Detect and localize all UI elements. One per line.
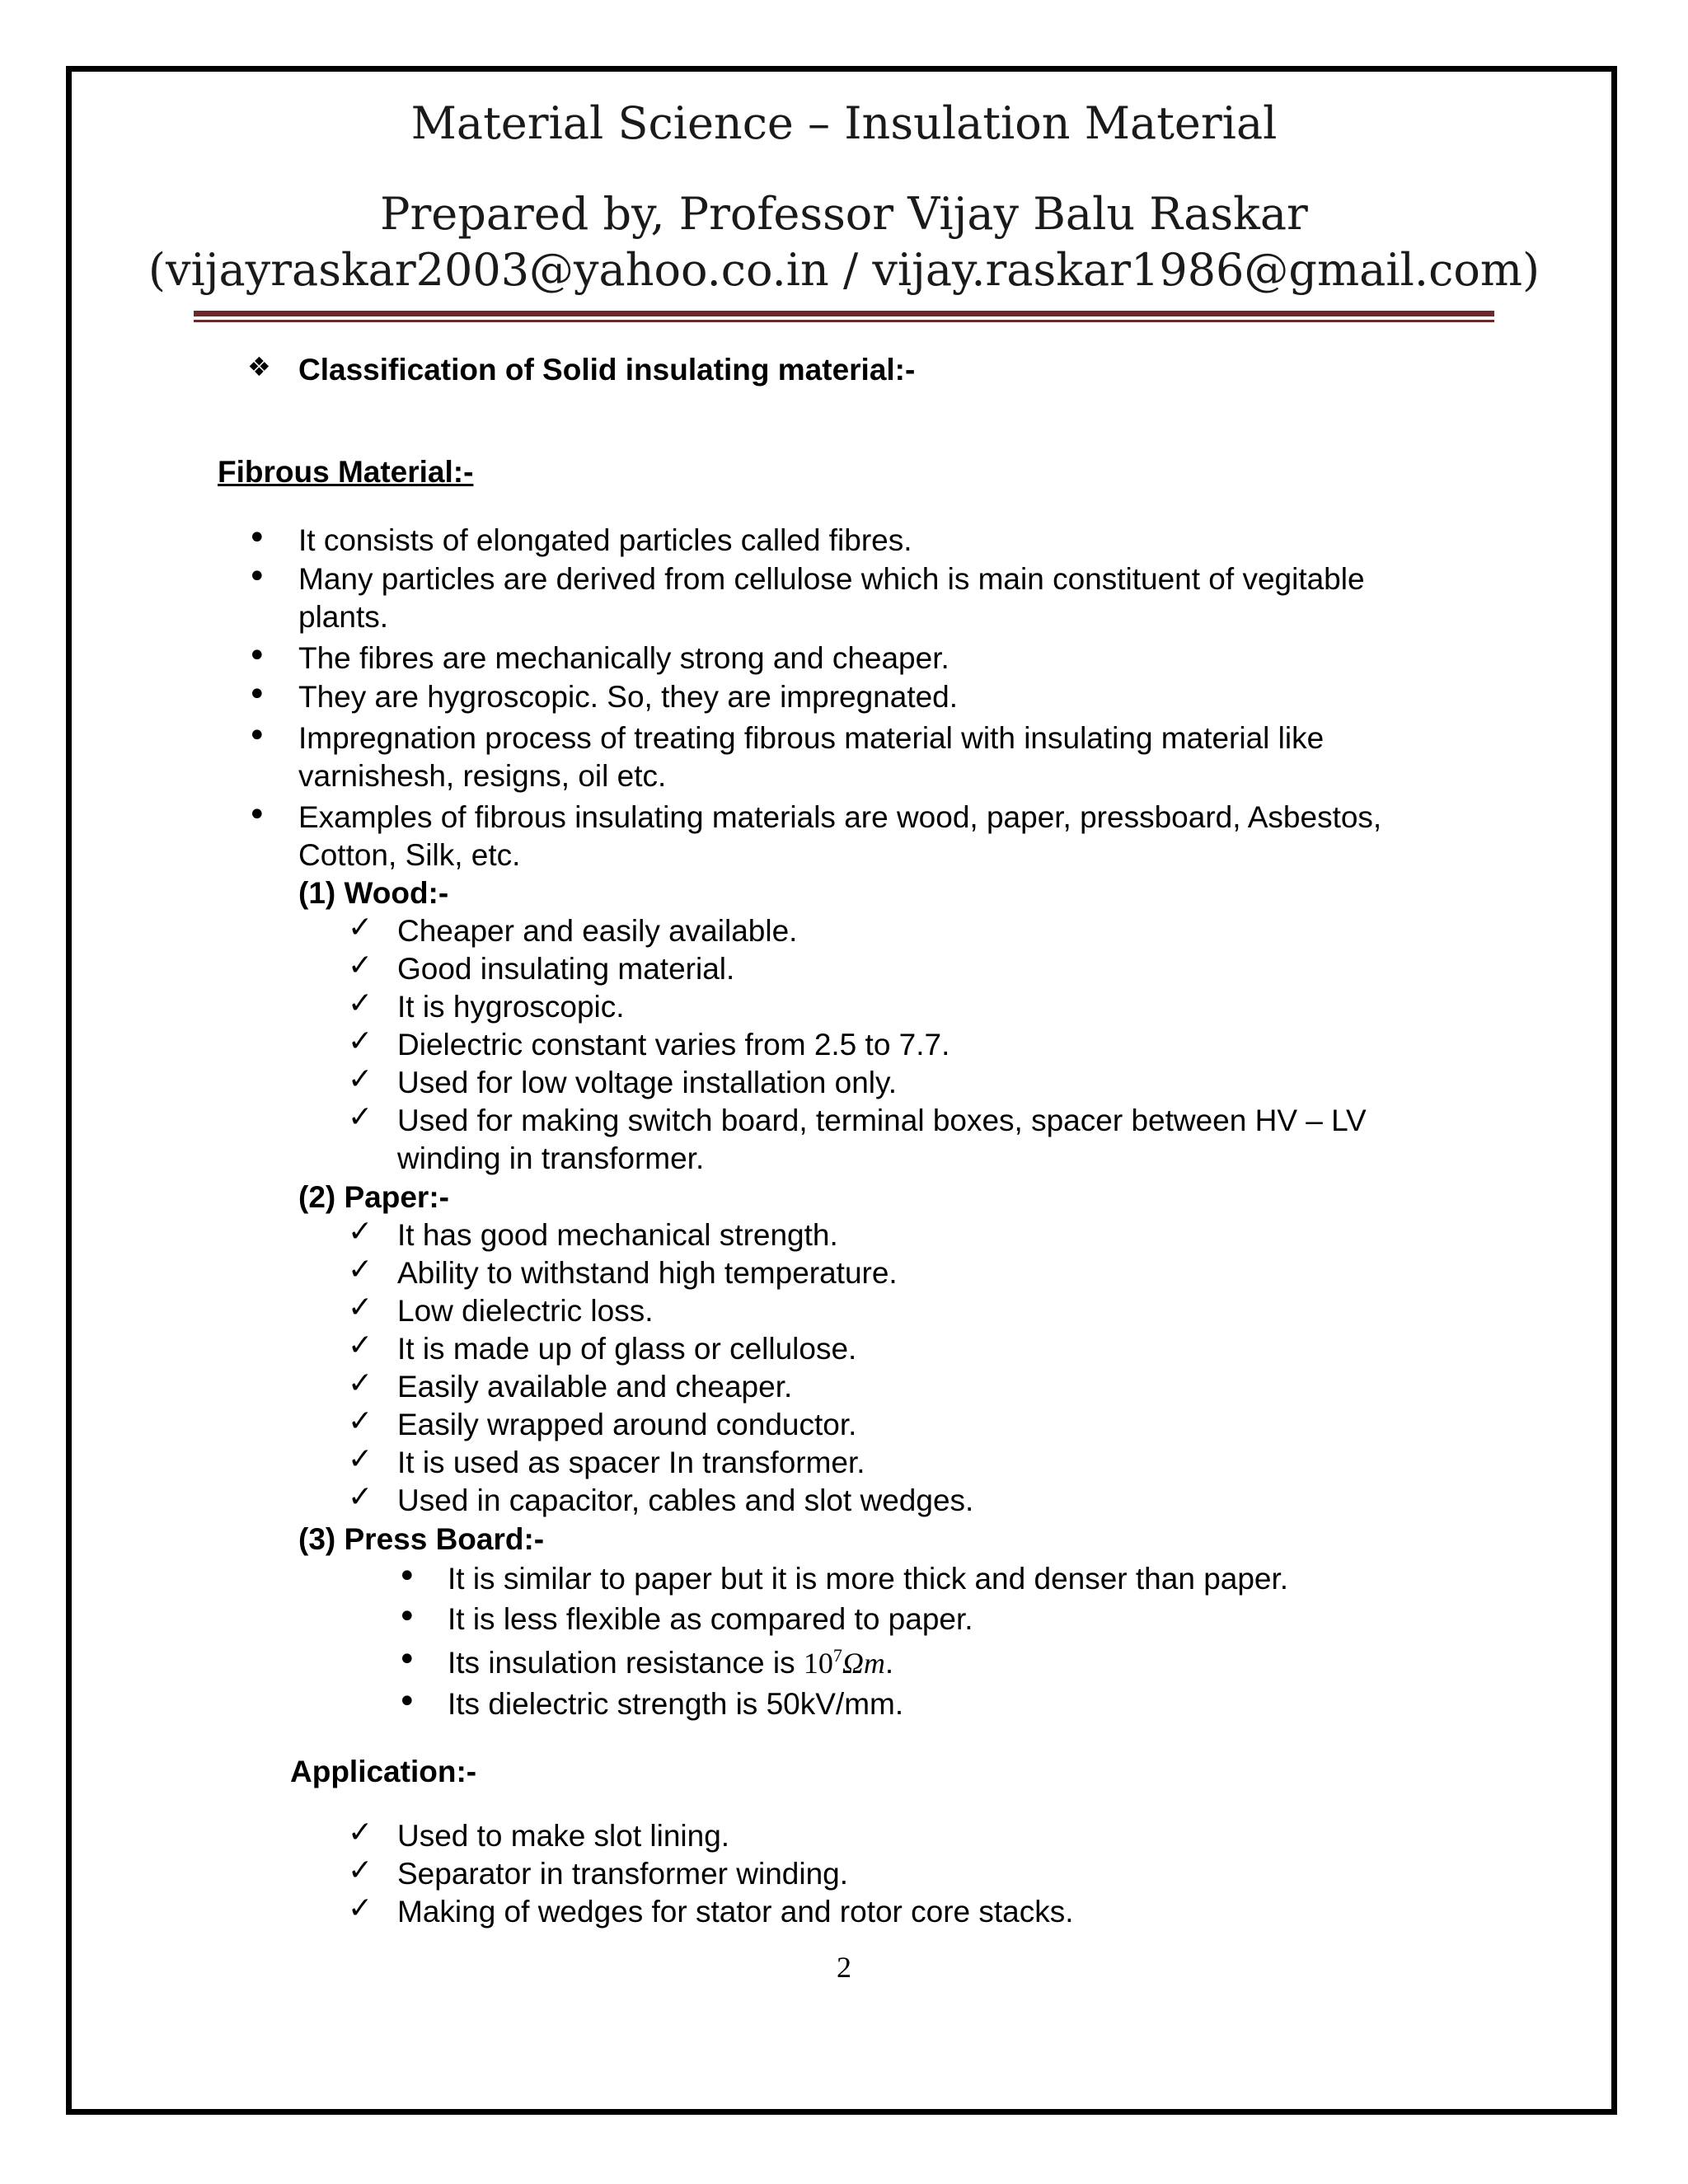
list-item: Cheaper and easily available. [397, 914, 798, 948]
list-item-continued: winding in transformer. [397, 1141, 705, 1175]
application-heading: Application:- [290, 1755, 477, 1788]
list-item: Many particles are derived from cellulose which is main constituent of vegitable [298, 562, 1365, 596]
checkmark-icon: ✓ [348, 1480, 373, 1514]
checkmark-icon: ✓ [348, 1854, 373, 1887]
checkmark-icon: ✓ [348, 1291, 373, 1324]
list-item: Easily wrapped around conductor. [397, 1408, 857, 1441]
list-item: Used for making switch board, terminal boxes, spacer between HV – LV [397, 1104, 1367, 1137]
paper-heading: (2) Paper:- [298, 1180, 449, 1214]
wood-heading: (1) Wood:- [298, 876, 449, 910]
pressboard-heading: (3) Press Board:- [298, 1522, 545, 1556]
list-item: It is similar to paper but it is more thick and denser than paper. [448, 1562, 1289, 1596]
list-item: It has good mechanical strength. [397, 1218, 838, 1252]
checkmark-icon: ✓ [348, 1215, 373, 1249]
checkmark-icon: ✓ [348, 1062, 373, 1096]
bullet-icon: • [397, 1683, 417, 1721]
author-line: Prepared by, Professor Vijay Balu Raskar [380, 188, 1308, 240]
bullet-icon: • [397, 1641, 417, 1679]
checkmark-icon: ✓ [348, 1100, 373, 1134]
checkmark-icon: ✓ [348, 1891, 373, 1925]
resistance-base: 10 [803, 1647, 833, 1680]
bullet-icon: • [397, 1598, 417, 1636]
list-item: Ability to withstand high temperature. [397, 1256, 898, 1290]
checkmark-icon: ✓ [348, 987, 373, 1020]
bullet-icon: • [247, 637, 267, 675]
list-item: Good insulating material. [397, 952, 735, 986]
list-item: It consists of elongated particles called fibres. [298, 523, 912, 557]
list-item: They are hygroscopic. So, they are impregnated. [298, 680, 959, 714]
list-item-text: Its insulation resistance is [448, 1646, 795, 1680]
checkmark-icon: ✓ [348, 911, 373, 944]
list-item-continued: varnishesh, resigns, oil etc. [298, 759, 667, 793]
resistance-value [804, 1647, 885, 1680]
resistance-suffix: . [884, 1646, 894, 1680]
list-item-continued: plants. [298, 600, 389, 634]
diamond-bullet-icon: ❖ [247, 351, 271, 382]
list-item: Dielectric constant varies from 2.5 to 7.7. [397, 1028, 950, 1062]
bullet-icon: • [247, 519, 267, 557]
resistance-unit: Ωm [842, 1647, 885, 1680]
checkmark-icon: ✓ [348, 1024, 373, 1058]
list-item: Low dielectric loss. [397, 1294, 654, 1328]
email-line: (vijayraskar2003@yahoo.co.in / vijay.raskar1986@gmail.com) [148, 244, 1540, 296]
bullet-icon: • [397, 1558, 417, 1596]
bullet-icon: • [247, 558, 267, 596]
list-item: Separator in transformer winding. [397, 1857, 849, 1891]
document-title: Material Science – Insulation Material [410, 97, 1278, 149]
checkmark-icon: ✓ [348, 1366, 373, 1400]
list-item: Used for low voltage installation only. [397, 1066, 898, 1099]
checkmark-icon: ✓ [348, 1329, 373, 1362]
classification-heading: Classification of Solid insulating material:- [298, 353, 916, 387]
list-item: Used in capacitor, cables and slot wedges. [397, 1483, 974, 1517]
checkmark-icon: ✓ [348, 1404, 373, 1438]
checkmark-icon: ✓ [348, 1816, 373, 1849]
checkmark-icon: ✓ [348, 949, 373, 982]
list-item-continued: Cotton, Silk, etc. [298, 838, 521, 872]
list-item: Easily available and cheaper. [397, 1370, 793, 1404]
list-item: Impregnation process of treating fibrous material with insulating material like [298, 721, 1325, 755]
checkmark-icon: ✓ [348, 1442, 373, 1476]
list-item: It is made up of glass or cellulose. [397, 1332, 857, 1366]
header-divider [194, 311, 1494, 316]
list-item: The fibres are mechanically strong and cheaper. [298, 641, 950, 675]
bullet-icon: • [247, 796, 267, 834]
resistance-exponent: 7 [832, 1645, 842, 1666]
list-item: It is less flexible as compared to paper. [448, 1602, 973, 1636]
checkmark-icon: ✓ [348, 1253, 373, 1286]
header-divider-thin [194, 320, 1494, 322]
list-item: Its dielectric strength is 50kV/mm. [448, 1687, 904, 1721]
bullet-icon: • [247, 676, 267, 714]
list-item: It is used as spacer In transformer. [397, 1446, 865, 1479]
list-item: It is hygroscopic. [397, 990, 625, 1024]
list-item: Examples of fibrous insulating materials are wood, paper, pressboard, Asbestos, [298, 800, 1382, 834]
page-number: 2 [837, 1951, 851, 1984]
list-item: Used to make slot lining. [397, 1819, 730, 1853]
list-item [448, 1647, 893, 1678]
bullet-icon: • [247, 717, 267, 755]
fibrous-heading: Fibrous Material:- [218, 455, 474, 489]
list-item: Making of wedges for stator and rotor core stacks. [397, 1895, 1074, 1929]
